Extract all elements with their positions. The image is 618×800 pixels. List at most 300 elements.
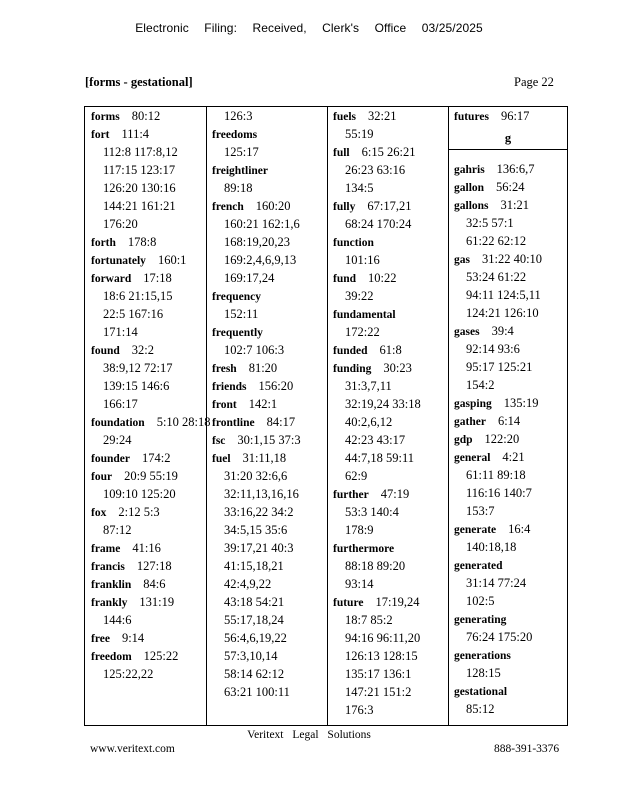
index-entry-continuation xyxy=(206,647,327,665)
index-entry-continuation xyxy=(448,466,568,484)
index-word: freightliner xyxy=(212,165,268,177)
index-entry xyxy=(85,233,206,251)
index-word: gahris xyxy=(454,164,485,176)
index-entry xyxy=(85,647,206,665)
index-entry xyxy=(85,629,206,647)
page-line-refs: 53:24 61:22 xyxy=(466,270,527,284)
index-entry-continuation xyxy=(206,251,327,269)
page-line-refs: 67:17,21 xyxy=(367,199,412,213)
page-line-refs: 94:16 96:11,20 xyxy=(345,631,421,645)
page-line-refs: 17:19,24 xyxy=(375,595,420,609)
index-word: frontline xyxy=(212,417,255,429)
page-line-refs: 10:22 xyxy=(368,271,397,285)
index-entry-continuation xyxy=(206,305,327,323)
page-line-refs: 9:14 xyxy=(121,631,145,645)
page-line-refs: 166:17 xyxy=(103,397,138,411)
index-word: general xyxy=(454,452,491,464)
page-line-refs: 178:8 xyxy=(127,235,157,249)
page-line-refs: 89:18 xyxy=(224,181,253,195)
page-line-refs: 94:11 124:5,11 xyxy=(466,288,541,302)
index-entry xyxy=(327,107,448,125)
index-entry-continuation xyxy=(448,700,568,718)
index-entry-continuation xyxy=(206,593,327,611)
index-word: french xyxy=(212,201,244,213)
index-entry xyxy=(85,557,206,575)
index-word: fuels xyxy=(333,111,356,123)
page-line-refs: 68:24 170:24 xyxy=(345,217,412,231)
page-line-refs: 125:22,22 xyxy=(103,667,154,681)
page-line-refs: 76:24 175:20 xyxy=(466,630,533,644)
index-entry-continuation xyxy=(85,485,206,503)
page-line-refs: 80:12 xyxy=(131,109,161,123)
index-word: gallon xyxy=(454,182,485,194)
index-entry-continuation xyxy=(206,629,327,647)
page-line-refs: 171:14 xyxy=(103,325,138,339)
page-line-refs: 42:4,9,22 xyxy=(224,577,272,591)
index-entry xyxy=(85,575,206,593)
index-entry-continuation xyxy=(85,215,206,233)
index-word: frequency xyxy=(212,291,261,303)
page-line-refs: 160:20 xyxy=(255,199,291,213)
page-line-refs: 136:6,7 xyxy=(496,162,535,176)
page-line-refs: 139:15 146:6 xyxy=(103,379,170,393)
index-word: freedom xyxy=(91,651,132,663)
page-line-refs: 44:7,18 59:11 xyxy=(345,451,414,465)
page-line-refs: 39:4 xyxy=(491,324,514,338)
page-line-refs: 61:22 62:12 xyxy=(466,234,527,248)
page-line-refs: 87:12 xyxy=(103,523,132,537)
page-line-refs: 20:9 55:19 xyxy=(124,469,178,483)
index-entry xyxy=(327,341,448,359)
index-word: freedoms xyxy=(212,129,258,141)
page-line-refs: 88:18 89:20 xyxy=(345,559,406,573)
page-line-refs: 56:4,6,19,22 xyxy=(224,631,287,645)
footer-company: Veritext Legal Solutions xyxy=(247,729,371,741)
index-entry-continuation xyxy=(448,538,568,556)
index-entry-continuation xyxy=(206,665,327,683)
index-word: fort xyxy=(91,129,110,141)
index-entry-continuation xyxy=(206,467,327,485)
index-entry xyxy=(327,485,448,503)
index-entry xyxy=(206,377,327,395)
page-line-refs: 18:7 85:2 xyxy=(345,613,393,627)
index-entry xyxy=(85,503,206,521)
index-word: full xyxy=(333,147,350,159)
index-entry-continuation xyxy=(85,377,206,395)
index-entry-continuation xyxy=(206,341,327,359)
index-entry-continuation xyxy=(206,575,327,593)
page-line-refs: 32:21 xyxy=(368,109,397,123)
page-line-refs: 160:1 xyxy=(157,253,187,267)
index-entry-continuation xyxy=(327,611,448,629)
index-entry-continuation xyxy=(327,377,448,395)
index-entry xyxy=(206,161,327,179)
page-line-refs: 22:5 167:16 xyxy=(103,307,164,321)
page-line-refs: 55:19 xyxy=(345,127,374,141)
index-word: front xyxy=(212,399,237,411)
index-entry-continuation xyxy=(448,574,568,592)
index-entry xyxy=(327,269,448,287)
index-entry-continuation xyxy=(85,323,206,341)
page-line-refs: 176:3 xyxy=(345,703,374,717)
page-number: Page 22 xyxy=(514,75,554,89)
page-line-refs: 154:2 xyxy=(466,378,495,392)
index-word: gas xyxy=(454,254,470,266)
index-entry xyxy=(448,178,568,196)
index-entry xyxy=(85,413,211,431)
page-line-refs: 135:19 xyxy=(503,396,539,410)
index-entry-continuation xyxy=(206,485,327,503)
index-entry-continuation xyxy=(206,269,327,287)
index-word: gases xyxy=(454,326,480,338)
page-line-refs: 84:6 xyxy=(143,577,166,591)
page-line-refs: 61:11 89:18 xyxy=(466,468,526,482)
page-line-refs: 43:18 54:21 xyxy=(224,595,285,609)
index-entry-continuation xyxy=(448,268,568,286)
page-line-refs: 61:8 xyxy=(379,343,402,357)
page-line-refs: 31:22 40:10 xyxy=(481,252,543,266)
index-entry xyxy=(85,467,206,485)
index-entry-continuation xyxy=(327,467,448,485)
index-word: funded xyxy=(333,345,368,357)
index-entry-continuation xyxy=(327,179,448,197)
index-entry-continuation xyxy=(327,503,448,521)
index-entry-continuation xyxy=(327,521,448,539)
index-entry xyxy=(206,359,327,377)
page-line-refs: 39:22 xyxy=(345,289,374,303)
index-entry-continuation xyxy=(327,701,448,719)
index-entry xyxy=(448,646,568,664)
index-entry-continuation xyxy=(448,376,568,394)
index-entry xyxy=(327,593,448,611)
page-line-refs: 39:17,21 40:3 xyxy=(224,541,294,555)
index-word: frame xyxy=(91,543,121,555)
page-line-refs: 124:21 126:10 xyxy=(466,306,539,320)
index-entry xyxy=(206,395,327,413)
index-entry-continuation xyxy=(327,629,448,647)
page-line-refs: 38:9,12 72:17 xyxy=(103,361,173,375)
page-line-refs: 127:18 xyxy=(136,559,172,573)
index-entry xyxy=(85,449,206,467)
index-word: fresh xyxy=(212,363,237,375)
page-line-refs: 5:10 28:18 xyxy=(156,415,211,429)
page-line-refs: 144:21 161:21 xyxy=(103,199,176,213)
page-line-refs: 156:20 xyxy=(258,379,294,393)
index-entry-continuation xyxy=(448,592,568,610)
index-word: generating xyxy=(454,614,507,626)
index-entry-continuation xyxy=(85,431,206,449)
page-line-refs: 32:5 57:1 xyxy=(466,216,514,230)
page-line-refs: 33:16,22 34:2 xyxy=(224,505,294,519)
page-line-refs: 42:23 43:17 xyxy=(345,433,406,447)
index-entry xyxy=(448,412,568,430)
page-line-refs: 169:2,4,6,9,13 xyxy=(224,253,297,267)
index-word: forward xyxy=(91,273,132,285)
page-line-refs: 47:19 xyxy=(380,487,410,501)
page-line-refs: 81:20 xyxy=(248,361,278,375)
page-line-refs: 125:22 xyxy=(143,649,179,663)
index-word: frequently xyxy=(212,327,263,339)
index-entry-continuation xyxy=(448,358,568,376)
index-entry-continuation xyxy=(327,125,448,143)
index-entry-continuation xyxy=(85,197,206,215)
page-line-refs: 142:1 xyxy=(248,397,278,411)
index-entry xyxy=(448,107,568,125)
page-line-refs: 140:18,18 xyxy=(466,540,517,554)
page-line-refs: 176:20 xyxy=(103,217,138,231)
index-word: found xyxy=(91,345,120,357)
page-line-refs: 6:15 26:21 xyxy=(361,145,416,159)
index-entry-continuation xyxy=(206,683,327,701)
page-line-refs: 144:6 xyxy=(103,613,132,627)
page-line-refs: 169:17,24 xyxy=(224,271,275,285)
page-line-refs: 58:14 62:12 xyxy=(224,667,285,681)
index-entry-continuation xyxy=(327,575,448,593)
index-entry-continuation xyxy=(206,143,327,161)
index-entry xyxy=(327,143,448,161)
page-line-refs: 4:21 xyxy=(502,450,525,464)
index-entry xyxy=(327,305,448,323)
index-word: furthermore xyxy=(333,543,395,555)
page-line-refs: 125:17 xyxy=(224,145,259,159)
index-entry-continuation xyxy=(206,179,327,197)
page-line-refs: 63:21 100:11 xyxy=(224,685,290,699)
index-word: forth xyxy=(91,237,116,249)
index-entry-continuation xyxy=(327,395,448,413)
index-entry-continuation xyxy=(448,502,568,520)
page-line-refs: 109:10 125:20 xyxy=(103,487,176,501)
footer-website: www.veritext.com xyxy=(90,743,175,755)
page-line-refs: 30:23 xyxy=(383,361,412,375)
page-line-refs: 126:3 xyxy=(224,109,253,123)
index-entry-continuation xyxy=(206,539,327,557)
page-line-refs: 96:17 xyxy=(500,109,530,123)
index-entry-continuation xyxy=(85,359,206,377)
index-entry-continuation xyxy=(85,305,206,323)
index-word: gallons xyxy=(454,200,489,212)
page-line-refs: 112:8 117:8,12 xyxy=(103,145,178,159)
index-entry-continuation xyxy=(327,287,448,305)
page-line-refs: 85:12 xyxy=(466,702,495,716)
index-entry-continuation xyxy=(327,449,448,467)
index-entry-continuation xyxy=(85,179,206,197)
index-column-3 xyxy=(327,107,449,725)
index-entry-continuation xyxy=(206,557,327,575)
page-line-refs: 134:5 xyxy=(345,181,374,195)
page-line-refs: 40:2,6,12 xyxy=(345,415,393,429)
page-line-refs: 30:1,15 37:3 xyxy=(237,433,301,447)
page-line-refs: 41:16 xyxy=(132,541,161,555)
page-line-refs: 102:5 xyxy=(466,594,495,608)
index-entry-continuation xyxy=(85,395,206,413)
page-line-refs: 6:14 xyxy=(497,414,521,428)
index-word: futures xyxy=(454,111,489,123)
index-entry-continuation xyxy=(448,286,568,304)
page-line-refs: 17:18 xyxy=(143,271,172,285)
index-entry xyxy=(206,287,327,305)
index-word: generate xyxy=(454,524,497,536)
page-line-refs: 56:24 xyxy=(496,180,525,194)
index-entry xyxy=(206,431,327,449)
index-range-title: [forms - gestational] xyxy=(85,75,193,89)
index-word: free xyxy=(91,633,110,645)
index-entry-continuation xyxy=(327,251,448,269)
index-entry xyxy=(327,197,448,215)
index-entry xyxy=(448,322,568,340)
page-line-refs: 18:6 21:15,15 xyxy=(103,289,173,303)
index-word: gasping xyxy=(454,398,492,410)
index-entry xyxy=(448,250,568,268)
letter-heading: g xyxy=(448,125,568,150)
page-line-refs: 147:21 151:2 xyxy=(345,685,412,699)
word-index-table xyxy=(84,106,568,726)
index-entry xyxy=(85,593,206,611)
index-entry xyxy=(206,449,327,467)
page-line-refs: 93:14 xyxy=(345,577,374,591)
index-word: gestational xyxy=(454,686,508,698)
index-entry-continuation xyxy=(85,611,206,629)
index-word: forms xyxy=(91,111,120,123)
index-word: frankly xyxy=(91,597,128,609)
page-line-refs: 153:7 xyxy=(466,504,495,518)
index-word: gather xyxy=(454,416,486,428)
index-entry xyxy=(448,610,568,628)
page-line-refs: 29:24 xyxy=(103,433,132,447)
index-entry-continuation xyxy=(206,215,327,233)
index-entry xyxy=(85,125,206,143)
index-entry-continuation xyxy=(448,214,568,232)
index-entry xyxy=(327,233,448,251)
page-line-refs: 2:12 5:3 xyxy=(118,505,160,519)
index-entry-continuation xyxy=(327,323,448,341)
index-entry-continuation xyxy=(206,611,327,629)
page-line-refs: 92:14 93:6 xyxy=(466,342,520,356)
page-line-refs: 126:20 130:16 xyxy=(103,181,176,195)
page-line-refs: 84:17 xyxy=(266,415,296,429)
index-entry xyxy=(206,323,327,341)
index-word: future xyxy=(333,597,364,609)
index-entry-continuation xyxy=(206,233,327,251)
page-line-refs: 135:17 136:1 xyxy=(345,667,412,681)
page-line-refs: 31:11,18 xyxy=(242,451,287,465)
index-entry-continuation xyxy=(85,521,206,539)
page-line-refs: 160:21 162:1,6 xyxy=(224,217,300,231)
index-word: fundamental xyxy=(333,309,396,321)
index-entry-continuation xyxy=(327,413,448,431)
index-entry-continuation xyxy=(327,215,448,233)
index-entry-continuation xyxy=(448,232,568,250)
index-entry xyxy=(206,413,327,431)
page-line-refs: 95:17 125:21 xyxy=(466,360,533,374)
index-entry xyxy=(327,359,448,377)
index-entry-continuation xyxy=(327,647,448,665)
page-line-refs: 31:3,7,11 xyxy=(345,379,392,393)
index-entry xyxy=(85,107,206,125)
index-word: gdp xyxy=(454,434,473,446)
page-line-refs: 126:13 128:15 xyxy=(345,649,418,663)
index-entry-continuation xyxy=(206,521,327,539)
index-entry-continuation xyxy=(448,628,568,646)
index-entry xyxy=(448,448,568,466)
page-line-refs: 117:15 123:17 xyxy=(103,163,176,177)
index-entry-continuation xyxy=(206,503,327,521)
index-word: franklin xyxy=(91,579,132,591)
page-line-refs: 57:3,10,14 xyxy=(224,649,278,663)
index-entry xyxy=(85,269,206,287)
page-line-refs: 62:9 xyxy=(345,469,368,483)
index-word: fully xyxy=(333,201,356,213)
page-line-refs: 101:16 xyxy=(345,253,380,267)
index-word: function xyxy=(333,237,374,249)
page-line-refs: 31:20 32:6,6 xyxy=(224,469,288,483)
index-entry-continuation xyxy=(85,665,206,683)
index-word: friends xyxy=(212,381,247,393)
page-line-refs: 116:16 140:7 xyxy=(466,486,532,500)
index-word: four xyxy=(91,471,113,483)
page-line-refs: 152:11 xyxy=(224,307,259,321)
page-line-refs: 131:19 xyxy=(139,595,175,609)
page-line-refs: 168:19,20,23 xyxy=(224,235,290,249)
index-entry xyxy=(206,197,327,215)
index-word: fsc xyxy=(212,435,226,447)
index-entry-continuation xyxy=(448,484,568,502)
footer-phone: 888-391-3376 xyxy=(494,743,560,755)
index-entry xyxy=(448,556,568,574)
page-line-refs: 111:4 xyxy=(121,127,150,141)
page-line-refs: 32:11,13,16,16 xyxy=(224,487,299,501)
index-entry-continuation xyxy=(85,287,206,305)
index-entry xyxy=(448,394,568,412)
index-entry xyxy=(327,539,448,557)
page-line-refs: 174:2 xyxy=(141,451,171,465)
index-word: founder xyxy=(91,453,130,465)
index-word: further xyxy=(333,489,369,501)
index-entry-continuation xyxy=(327,431,448,449)
page-line-refs: 128:15 xyxy=(466,666,501,680)
index-word: fund xyxy=(333,273,357,285)
page-line-refs: 55:17,18,24 xyxy=(224,613,284,627)
index-column-2 xyxy=(206,107,328,725)
index-entry xyxy=(85,251,206,269)
index-entry xyxy=(448,196,568,214)
page-line-refs: 178:9 xyxy=(345,523,374,537)
index-entry xyxy=(85,341,206,359)
index-entry xyxy=(85,539,206,557)
index-word: fuel xyxy=(212,453,231,465)
page-line-refs: 122:20 xyxy=(484,432,520,446)
index-word: francis xyxy=(91,561,125,573)
index-entry-continuation xyxy=(85,143,206,161)
index-word: funding xyxy=(333,363,372,375)
page-line-refs: 172:22 xyxy=(345,325,380,339)
index-entry-continuation xyxy=(448,340,568,358)
index-entry-continuation xyxy=(85,161,206,179)
page-line-refs: 32:2 xyxy=(131,343,155,357)
index-entry xyxy=(448,682,568,700)
page-line-refs: 31:14 77:24 xyxy=(466,576,527,590)
page-line-refs: 34:5,15 35:6 xyxy=(224,523,288,537)
index-entry xyxy=(448,520,568,538)
index-entry xyxy=(206,107,327,125)
index-entry-continuation xyxy=(327,161,448,179)
page-line-refs: 53:3 140:4 xyxy=(345,505,399,519)
index-entry-continuation xyxy=(327,665,448,683)
index-word: generations xyxy=(454,650,511,662)
index-entry-continuation xyxy=(448,664,568,682)
index-word: generated xyxy=(454,560,503,572)
electronic-filing-stamp: Electronic Filing: Received, Clerk's Office 03/25/2025 xyxy=(135,21,483,35)
index-entry-continuation xyxy=(327,557,448,575)
